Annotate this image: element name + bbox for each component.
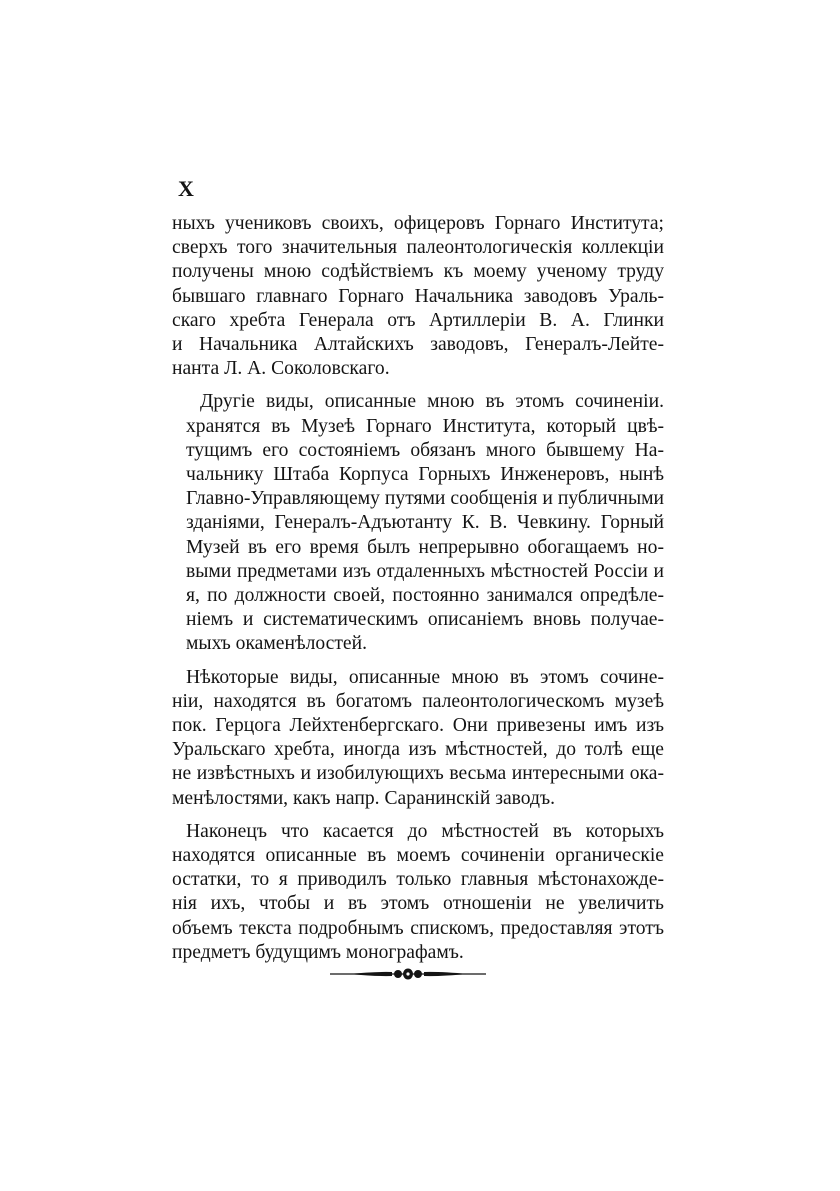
text-line: Главно-Управляющему путями сообщенія и публичными [186,488,664,510]
text-line: объемъ текста подробнымъ спискомъ, предоставляя этотъ [172,917,664,939]
text-line: нія ихъ, чтобы и въ этомъ отношеніи не увеличить [172,893,664,915]
text-line: менѣлостями, какъ напр. Саранинскій заводъ. [172,787,555,809]
paragraph-1 [172,212,664,381]
body-text [172,212,664,965]
text-line: бывшаго главнаго Горнаго Начальника заводовъ Ураль- [172,285,664,307]
text-line: сверхъ того значительныя палеонтологическія коллекціи [172,237,664,259]
paragraph-3 [172,666,664,811]
text-line: пок. Герцога Лейхтенбергскаго. Они привезены имъ изъ [172,715,664,737]
text-line: чальнику Штаба Корпуса Горныхъ Инженеровъ, нынѣ [186,464,664,486]
text-line: остатки, то я приводилъ только главныя мѣстонахожде- [172,869,664,891]
text-line: Музей въ его время былъ непрерывно обогащаемъ но- [186,536,664,558]
text-line: Наконецъ что касается до мѣстностей въ которыхъ [186,820,664,842]
text-line: Уральскаго хребта, иногда изъ мѣстностей, до толѣ еще [172,739,664,761]
text-line: находятся описанные въ моемъ сочиненіи органическіе [172,845,664,867]
text-line: тущимъ его состояніемъ обязанъ много бывшему На- [186,439,664,461]
text-line: мыхъ окаменѣлостей. [186,633,367,655]
text-line: выми предметами изъ отдаленныхъ мѣстностей Россіи и [186,560,664,582]
text-line: не извѣстныхъ и изобилующихъ весьма интересными ока- [172,763,664,785]
text-line: Нѣкоторые виды, описанные мною въ этомъ сочине- [186,666,664,688]
text-line: ніемъ и систематическимъ описаніемъ вновь получае- [186,609,664,631]
text-line: и Начальника Алтайскихъ заводовъ, Генералъ-Лейте- [172,334,664,356]
tailpiece-ornament-icon [330,966,486,982]
text-line: нанта Л. А. Соколовскаго. [172,358,390,380]
text-line: Другіе виды, описанные мною въ этомъ сочиненіи. [200,391,664,413]
text-line: ныхъ учениковъ своихъ, офицеровъ Горнаго Института; [172,213,664,234]
text-line: предметъ будущимъ монографамъ. [172,941,464,963]
paragraph-4 [172,820,664,965]
page-number: X [178,176,195,201]
text-line: получены мною содѣйствіемъ къ моему ученому труду [172,261,664,283]
text-line: я, по должности своей, постоянно занимался опредѣле- [186,585,664,607]
text-line: скаго хребта Генерала отъ Артиллеріи В. А. Глинки [172,309,664,331]
text-line: хранятся въ Музеѣ Горнаго Института, который цвѣ- [186,415,664,437]
text-line: ніи, находятся въ богатомъ палеонтологическомъ музеѣ [172,690,664,712]
paragraph-2 [172,390,664,656]
text-line: зданіями, Генералъ-Адъютанту К. В. Чевкину. Горный [186,512,664,534]
